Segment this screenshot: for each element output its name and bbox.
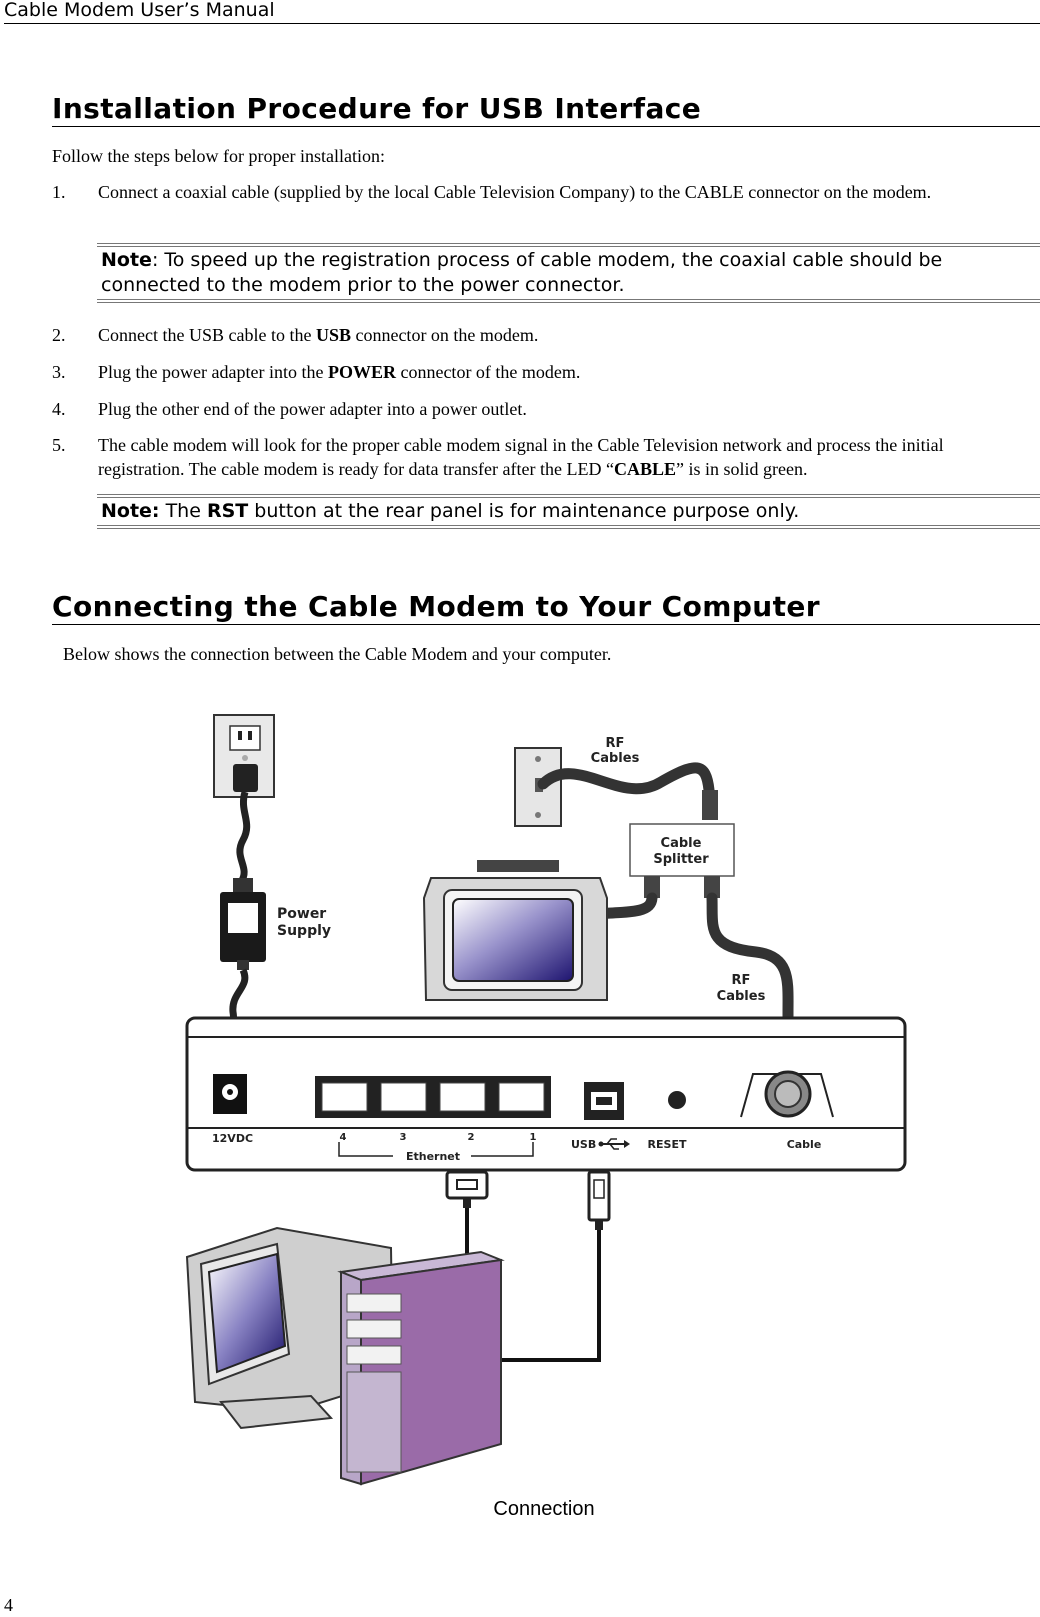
step-text-part: Plug the power adapter into the bbox=[98, 362, 328, 382]
note-text: : To speed up the registration process of cable modem, the coaxial cable should be connected to the modem prior to the power connector. bbox=[101, 249, 943, 296]
usb-a-plug-icon bbox=[589, 1172, 609, 1230]
computer-tower-icon bbox=[341, 1252, 501, 1484]
note-label: Note bbox=[101, 249, 152, 271]
figure-label: RF bbox=[605, 736, 625, 751]
connection-diagram bbox=[181, 712, 911, 1490]
usb-port-icon bbox=[584, 1082, 624, 1120]
rf-cable bbox=[543, 768, 709, 790]
note-bold: RST bbox=[206, 500, 249, 522]
figure-label: Cable bbox=[786, 1138, 822, 1151]
cable-connector bbox=[702, 790, 718, 820]
page-number: 4 bbox=[4, 1595, 13, 1615]
figure-label: 4 bbox=[339, 1132, 347, 1143]
usb-b-plug-icon bbox=[447, 1172, 487, 1208]
note-box bbox=[97, 494, 1040, 529]
figure-caption: Connection bbox=[493, 1498, 595, 1520]
step-text: Connect a coaxial cable (supplied by the local Cable Television Company) to the CABLE connector on the modem. bbox=[98, 182, 932, 202]
step-text bbox=[98, 360, 1033, 384]
intro-text: Follow the steps below for proper installation: bbox=[52, 146, 385, 166]
step-text-part: The cable modem will look for the proper cable modem signal in the Cable Television network and process the initial registration. The cable modem is ready for data transfer after the LED “ bbox=[98, 435, 944, 479]
power-cord bbox=[240, 792, 247, 882]
section-intro-text: Below shows the connection between the Cable Modem and your computer. bbox=[63, 644, 612, 664]
figure-label: Cables bbox=[590, 751, 640, 766]
note-text: The bbox=[159, 500, 207, 522]
step-text: Plug the other end of the power adapter into a power outlet. bbox=[98, 399, 527, 419]
step-text-part: connector of the modem. bbox=[395, 362, 581, 382]
reset-button-icon bbox=[668, 1091, 686, 1109]
step-text bbox=[98, 433, 1033, 481]
ethernet-ports bbox=[315, 1076, 551, 1118]
figure-label: Power bbox=[277, 906, 327, 922]
step-number: 3. bbox=[52, 362, 66, 382]
note-box bbox=[97, 243, 1040, 303]
step-number: 4. bbox=[52, 399, 66, 419]
figure-label: Cable bbox=[660, 836, 702, 851]
figure-label: 1 bbox=[529, 1132, 537, 1143]
wall-cable-plate-icon bbox=[515, 748, 561, 826]
step-text-bold: USB bbox=[315, 325, 351, 345]
power-outlet-icon bbox=[214, 715, 274, 797]
figure-label: RF bbox=[731, 973, 751, 988]
step-text-bold: POWER bbox=[327, 362, 396, 382]
figure-label: Ethernet bbox=[405, 1150, 461, 1163]
figure-label: Splitter bbox=[653, 852, 709, 867]
figure-label: 2 bbox=[467, 1132, 475, 1143]
figure-label: Supply bbox=[277, 923, 332, 939]
figure-label: 12VDC bbox=[212, 1132, 254, 1145]
figure-label: USB bbox=[571, 1138, 597, 1151]
figure-label: Cables bbox=[716, 989, 766, 1004]
dc-power-jack-icon bbox=[213, 1074, 247, 1114]
figure-label: RESET bbox=[647, 1138, 687, 1151]
figure-label: 3 bbox=[399, 1132, 407, 1143]
step-number: 5. bbox=[52, 435, 66, 455]
note-label: Note: bbox=[101, 500, 160, 522]
step-text-part: connector on the modem. bbox=[350, 325, 539, 345]
note-text: button at the rear panel is for maintenance purpose only. bbox=[248, 500, 800, 522]
page-header bbox=[4, 0, 1040, 24]
tv-icon bbox=[424, 860, 607, 1000]
step-text bbox=[98, 323, 1033, 347]
usb-cable bbox=[499, 1230, 599, 1360]
section-heading-connecting: Connecting the Cable Modem to Your Computer bbox=[52, 590, 1040, 625]
power-supply-icon bbox=[220, 878, 266, 970]
step-text-part: Connect the USB cable to the bbox=[98, 325, 316, 345]
section-heading-usb-installation: Installation Procedure for USB Interface bbox=[52, 92, 1040, 127]
step-number: 2. bbox=[52, 325, 66, 345]
step-number: 1. bbox=[52, 182, 66, 202]
step-text-bold: CABLE bbox=[613, 459, 676, 479]
step-text-part: ” is in solid green. bbox=[675, 459, 808, 479]
header-title: Cable Modem User’s Manual bbox=[4, 0, 275, 21]
